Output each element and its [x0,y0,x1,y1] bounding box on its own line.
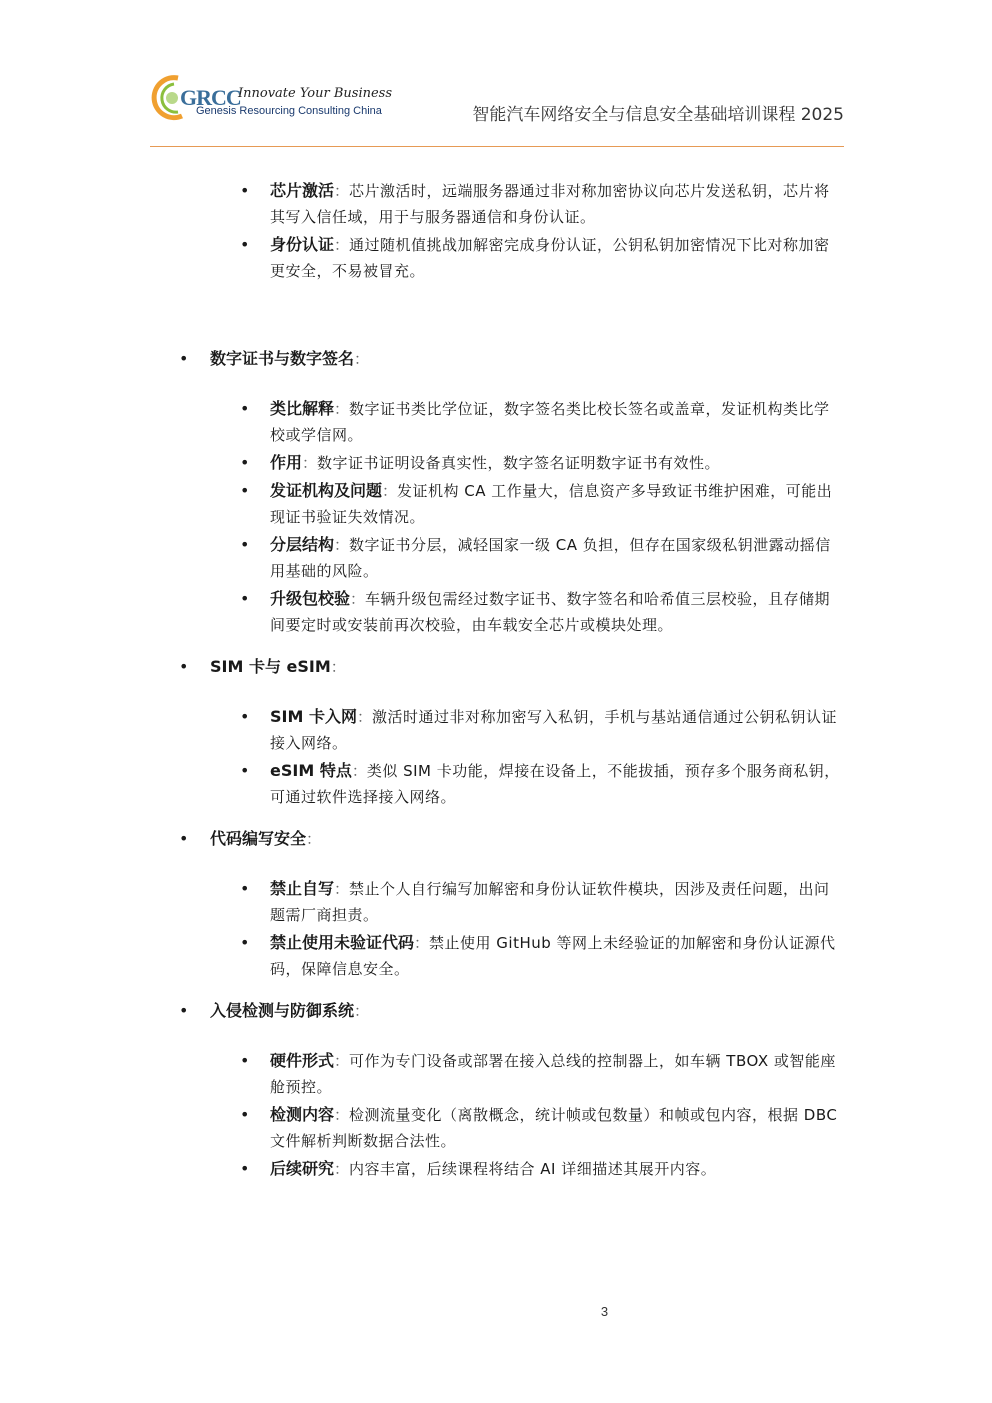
item-description: 可作为专门设备或部署在接入总线的控制器上，如车辆 TBOX 或智能座舱预控。 [270,1052,836,1096]
item-separator: ： [334,182,350,200]
item-description: 车辆升级包需经过数字证书、数字签名和哈希值三层校验，且存储期间要定时或安装前再次校验，由车载安全芯片或模块处理。 [270,590,831,634]
item-separator: ： [334,1052,350,1070]
section-separator: ： [306,830,322,848]
section-title: 入侵检测与防御系统 [210,1001,355,1020]
bullet-icon: • [240,481,250,500]
section-separator: ： [354,1002,370,1020]
document-body [170,178,850,1184]
section-title: SIM 卡与 eSIM [210,657,331,676]
section-title: 代码编写安全 [210,829,307,848]
section-heading [170,654,850,680]
section-items [170,1048,850,1182]
bullet-icon: • [240,1159,250,1178]
list-item [170,704,842,756]
section-heading [170,826,850,852]
list-item [170,396,842,448]
list-item [170,450,842,476]
bullet-icon: • [240,761,250,780]
list-item [170,478,842,530]
item-term: 类比解释 [270,399,335,418]
list-item [170,1156,842,1182]
list-item [170,758,842,810]
bullet-icon: • [240,181,250,200]
section-sim-esim [170,654,850,810]
bullet-icon: • [179,657,189,676]
logo-company-name: Genesis Resourcing Consulting China [196,105,382,117]
section-digital-certificates [170,346,850,638]
bullet-icon: • [240,535,250,554]
section-separator: ： [354,350,370,368]
item-term: 作用 [270,453,303,472]
item-term: eSIM 特点 [270,761,352,780]
item-term: 身份认证 [270,235,335,254]
bullet-icon: • [240,933,250,952]
logo-tagline: Innovate Your Business [238,86,393,101]
list-item [170,930,842,982]
item-separator: ： [302,454,318,472]
header-divider [150,146,844,147]
logo-acronym: GRCC [180,85,241,110]
item-description: 检测流量变化（离散概念，统计帧或包数量）和帧或包内容，根据 DBC 文件解析判断数据合法性。 [270,1106,838,1150]
item-description: 内容丰富，后续课程将结合 AI 详细描述其展开内容。 [349,1160,717,1178]
item-description: 禁止使用 GitHub 等网上未经验证的加解密和身份认证源代码，保障信息安全。 [270,934,836,978]
section-separator: ： [330,658,346,676]
item-description: 激活时通过非对称加密写入私钥，手机与基站通信通过公钥私钥认证接入网络。 [270,708,838,752]
item-separator: ： [334,1106,350,1124]
item-term: 检测内容 [270,1105,335,1124]
page-header [148,68,844,148]
bullet-icon: • [240,235,250,254]
intro-list [170,178,850,284]
company-logo [148,72,393,122]
section-heading [170,998,850,1024]
item-description: 数字证书分层，减轻国家一级 CA 负担，但存在国家级私钥泄露动摇信用基础的风险。 [270,536,831,580]
item-term: 禁止使用未验证代码 [270,933,415,952]
item-separator: ： [334,236,350,254]
item-separator: ： [334,880,350,898]
page-number: 3 [600,1304,609,1319]
item-description: 通过随机值挑战加解密完成身份认证，公钥私钥加密情况下比对称加密更安全，不易被冒充。 [270,236,830,280]
section-heading [170,346,850,372]
item-separator: ： [356,708,372,726]
section-items [170,396,850,638]
item-term: 发证机构及问题 [270,481,383,500]
list-item [170,876,842,928]
item-term: SIM 卡入网 [270,707,357,726]
item-description: 禁止个人自行编写加解密和身份认证软件模块，因涉及责任问题，出问题需厂商担责。 [270,880,830,924]
bullet-icon: • [240,589,250,608]
item-separator: ： [334,536,350,554]
list-item [170,532,842,584]
bullet-icon: • [240,707,250,726]
bullet-icon: • [179,349,189,368]
item-term: 禁止自写 [270,879,335,898]
item-separator: ： [382,482,398,500]
section-items [170,704,850,810]
bullet-icon: • [179,829,189,848]
list-item [170,1048,842,1100]
item-description: 发证机构 CA 工作量大，信息资产多导致证书维护困难，可能出现证书验证失效情况。 [270,482,833,526]
section-code-security [170,826,850,982]
item-description: 数字证书类比学位证，数字签名类比校长签名或盖章，发证机构类比学校或学信网。 [270,400,830,444]
list-item [170,1102,842,1154]
bullet-icon: • [179,1001,189,1020]
item-term: 芯片激活 [270,181,335,200]
item-separator: ： [351,762,367,780]
section-items [170,876,850,982]
bullet-icon: • [240,1051,250,1070]
item-separator: ： [414,934,430,952]
item-term: 后续研究 [270,1159,335,1178]
bullet-icon: • [240,399,250,418]
item-description: 类似 SIM 卡功能，焊接在设备上，不能拔插，预存多个服务商私钥，可通过软件选择接入网络。 [270,762,840,806]
course-title: 智能汽车网络安全与信息安全基础培训课程 2025 [472,105,844,125]
item-separator: ： [350,590,366,608]
section-title: 数字证书与数字签名 [210,349,355,368]
item-separator: ： [334,400,350,418]
list-item [170,178,842,230]
item-term: 升级包校验 [270,589,351,608]
list-item [170,232,842,284]
section-ids-ips [170,998,850,1182]
item-separator: ： [334,1160,350,1178]
bullet-icon: • [240,453,250,472]
bullet-icon: • [240,1105,250,1124]
list-item [170,586,842,638]
item-term: 分层结构 [270,535,335,554]
item-term: 硬件形式 [270,1051,335,1070]
item-description: 数字证书证明设备真实性，数字签名证明数字证书有效性。 [317,454,721,472]
item-description: 芯片激活时，远端服务器通过非对称加密协议向芯片发送私钥，芯片将其写入信任域，用于与服务器通信和身份认证。 [270,182,830,226]
bullet-icon: • [240,879,250,898]
